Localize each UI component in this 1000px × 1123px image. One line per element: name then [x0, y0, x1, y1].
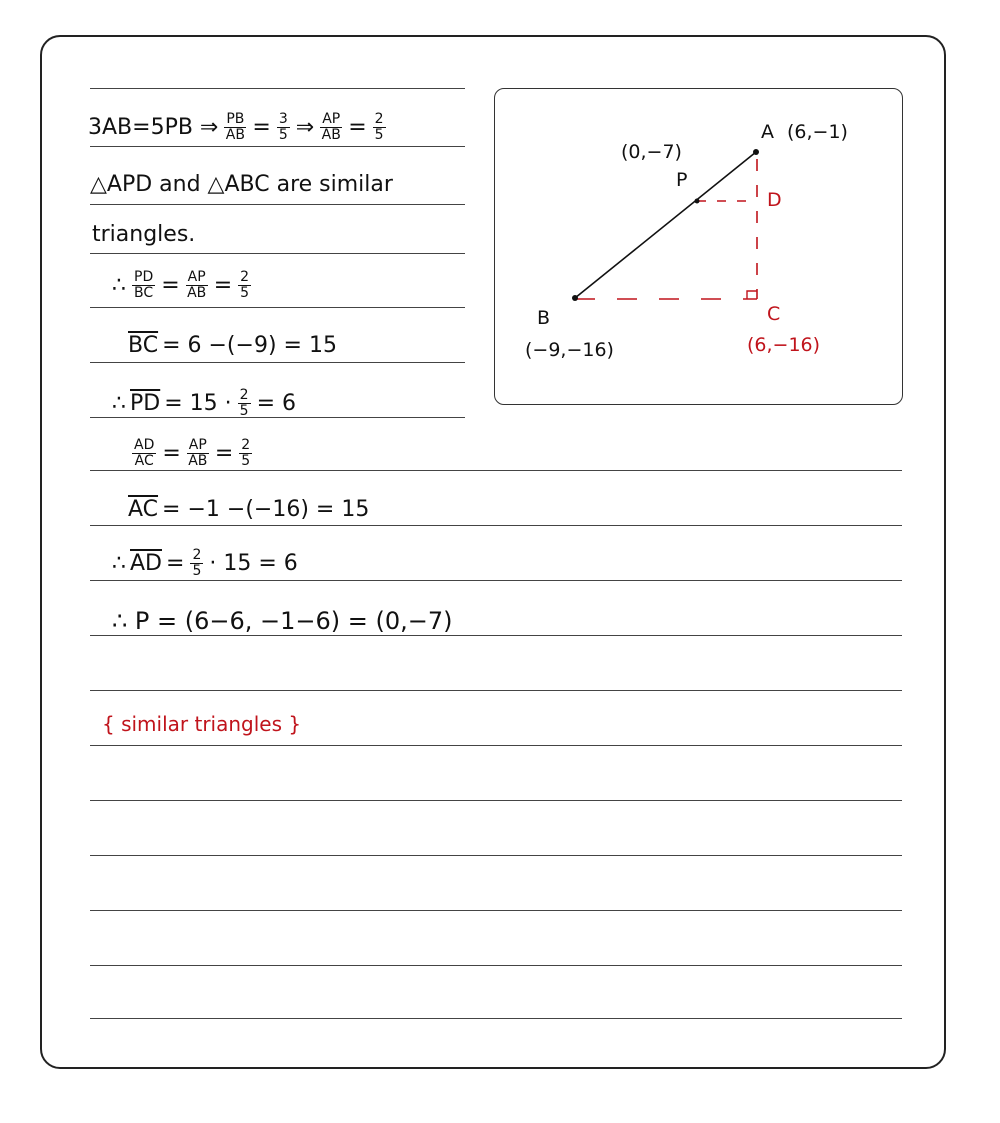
step-ratio-ad	[130, 438, 254, 469]
ruled-line	[90, 745, 902, 746]
ruled-line	[90, 965, 902, 966]
numerator: 2	[240, 269, 250, 285]
numerator: 2	[239, 387, 249, 403]
ruled-line	[90, 910, 902, 911]
ruled-line	[90, 88, 465, 89]
step-bc	[128, 333, 337, 358]
step-ad	[112, 548, 298, 579]
segment: $\overline{BC}$	[128, 333, 159, 358]
ruled-line	[90, 580, 902, 581]
denominator: 5	[241, 453, 251, 469]
denominator: AB	[187, 285, 207, 301]
coord-a: (6,−1)	[787, 121, 848, 143]
numerator: 2	[241, 437, 251, 453]
equation-text: = 15 ·	[164, 391, 232, 416]
denominator: AC	[134, 453, 154, 469]
triangle-diagram	[494, 88, 903, 405]
ruled-line	[90, 470, 902, 471]
point-a	[753, 149, 759, 155]
equation-text: 3AB=5PB ⇒	[88, 115, 219, 140]
point-b	[572, 295, 578, 301]
therefore: ∴	[112, 273, 126, 298]
label-d: D	[767, 189, 782, 211]
fraction	[238, 270, 251, 301]
label-a: A	[761, 121, 774, 143]
denominator: AB	[188, 453, 208, 469]
equals: =	[161, 273, 180, 298]
denominator: AB	[321, 127, 341, 143]
fraction	[132, 270, 155, 301]
equals: =	[213, 273, 233, 298]
coord-p: (0,−7)	[621, 141, 682, 163]
final-answer: ∴ P = (6−6, −1−6) = (0,−7)	[112, 607, 453, 635]
implies: ⇒	[295, 115, 315, 140]
numerator: PB	[226, 111, 245, 127]
equals: =	[252, 115, 271, 140]
ruled-line	[90, 690, 902, 691]
numerator: PD	[134, 269, 154, 285]
step-proportion	[112, 270, 253, 301]
segment-ab	[575, 152, 756, 298]
fraction	[373, 112, 386, 143]
numerator: AP	[188, 437, 207, 453]
fraction	[320, 112, 342, 143]
numerator: 2	[192, 547, 202, 563]
point-p	[695, 199, 700, 204]
ruled-line	[90, 253, 465, 254]
numerator: AP	[322, 111, 341, 127]
fraction	[238, 388, 251, 419]
denominator: 5	[240, 285, 250, 301]
label-c: C	[767, 303, 781, 325]
denominator: 5	[239, 403, 249, 419]
numerator: AP	[187, 269, 206, 285]
numerator: AD	[134, 437, 155, 453]
ruled-line	[90, 635, 902, 636]
denominator: AB	[225, 127, 245, 143]
fraction	[186, 270, 208, 301]
ruled-line	[90, 307, 465, 308]
fraction	[224, 112, 246, 143]
similarity-statement-cont: triangles.	[92, 222, 196, 247]
label-b: B	[537, 307, 551, 329]
ruled-line	[90, 362, 465, 363]
equation-text: = −1 −(−16) = 15	[162, 497, 370, 522]
equation-text: = 6 −(−9) = 15	[162, 333, 337, 358]
label-p: P	[676, 169, 688, 191]
ruled-line	[90, 204, 465, 205]
denominator: 5	[192, 563, 202, 579]
therefore: ∴	[112, 391, 126, 416]
fraction	[132, 438, 156, 469]
numerator: 3	[278, 111, 288, 127]
denominator: 5	[278, 127, 288, 143]
step-pd	[112, 388, 296, 419]
ruled-line	[90, 1018, 902, 1019]
denominator: BC	[134, 285, 154, 301]
therefore: ∴	[112, 551, 126, 576]
equation-text: = 6	[256, 391, 296, 416]
equals: =	[348, 115, 367, 140]
equals: =	[162, 441, 181, 466]
denominator: 5	[374, 127, 384, 143]
fraction	[277, 112, 290, 143]
ruled-line	[90, 855, 902, 856]
segment: $\overline{AC}$	[128, 497, 159, 522]
fraction	[190, 548, 203, 579]
segment: $\overline{AD}$	[130, 551, 162, 576]
fraction	[187, 438, 209, 469]
fraction	[239, 438, 252, 469]
coord-b: (−9,−16)	[525, 339, 614, 361]
method-note: { similar triangles }	[102, 712, 302, 736]
similarity-statement: △APD and △ABC are similar	[90, 172, 393, 197]
step-ratio	[88, 112, 388, 143]
coord-c: (6,−16)	[747, 334, 821, 356]
step-ac	[128, 497, 369, 522]
right-angle-mark	[747, 291, 757, 299]
ruled-line	[90, 525, 902, 526]
equation-text: · 15 = 6	[209, 551, 298, 576]
equals: =	[166, 551, 185, 576]
segment: $\overline{PD}$	[130, 391, 161, 416]
numerator: 2	[374, 111, 384, 127]
ruled-line	[90, 146, 465, 147]
equals: =	[214, 441, 234, 466]
ruled-line	[90, 800, 902, 801]
